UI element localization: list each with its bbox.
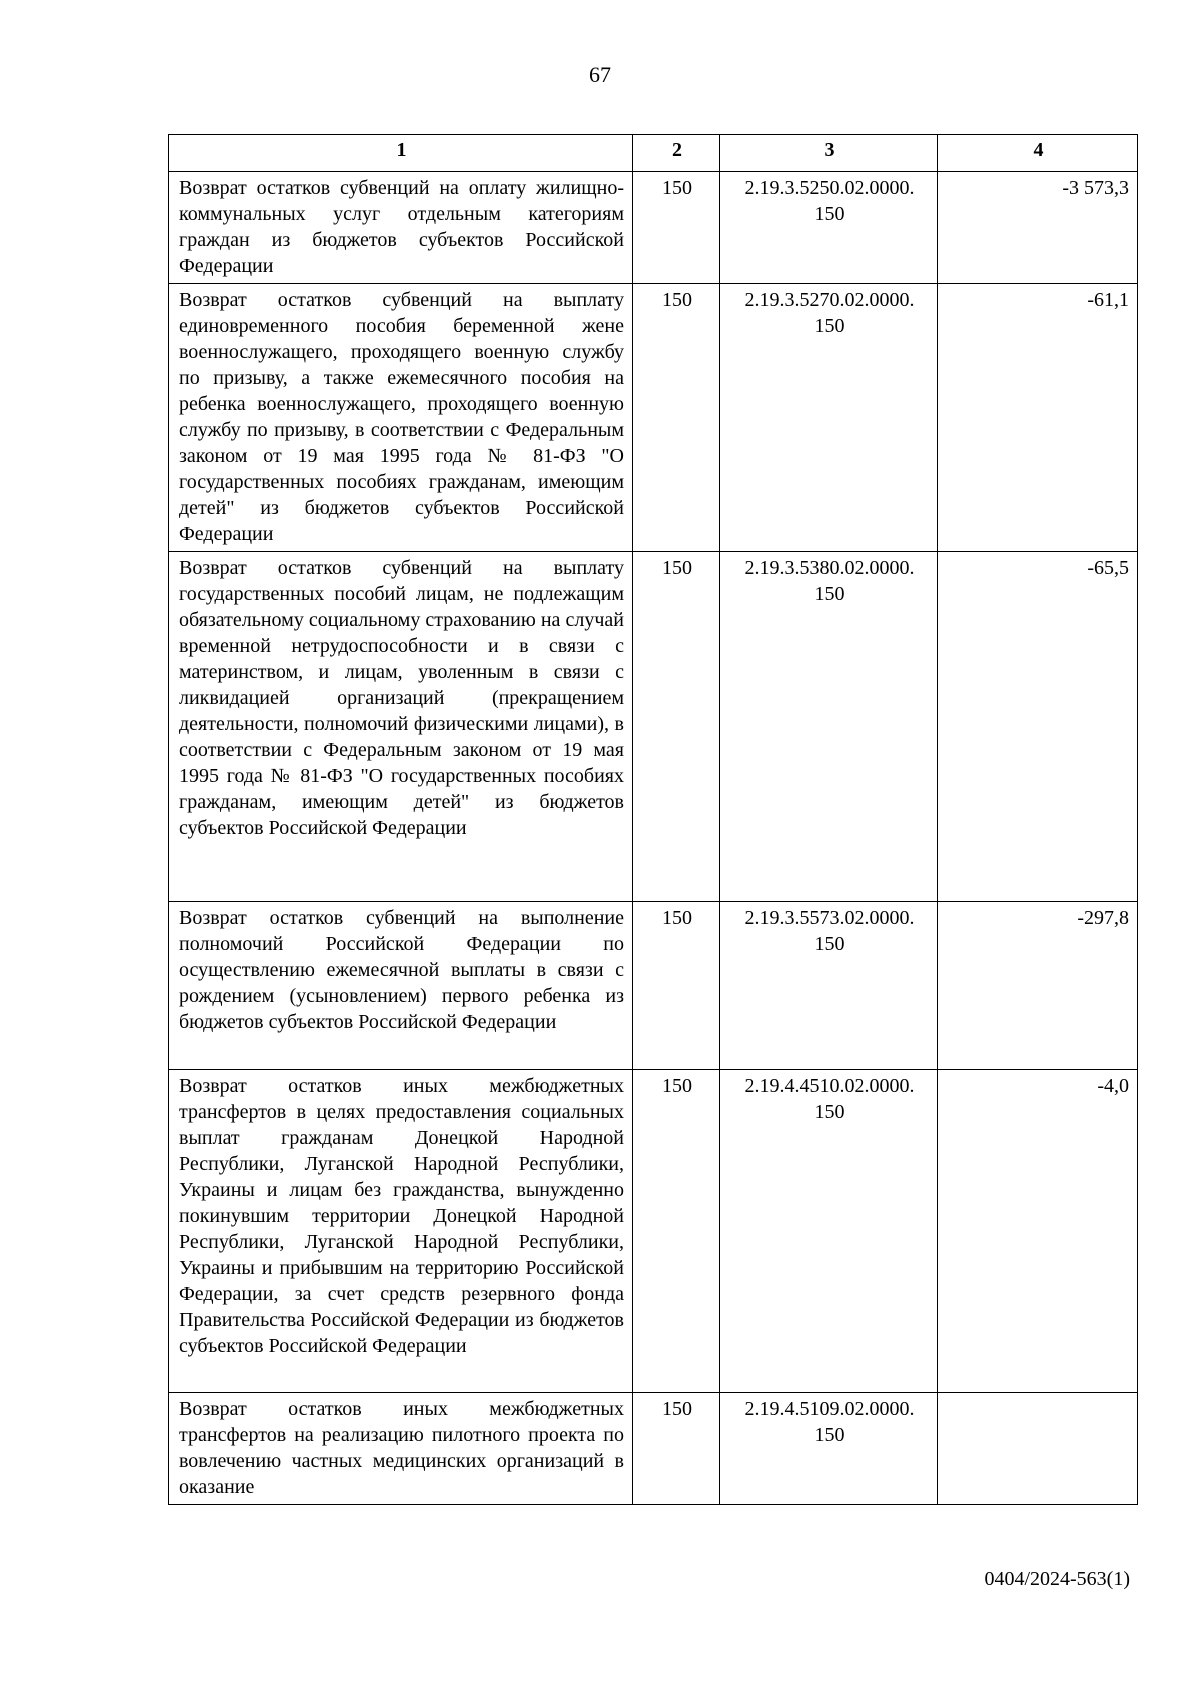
row-name: Возврат остатков субвенций на выплату государственных пособий лицам, не подлежащим обязательному социальному страхованию на случай временной нетрудоспособности и в связи с материнством, и лицам, уволенным в связи с ликвидацией организаций (прекращением деятельности, полномочий физическими лицами), в соответствии с Федеральным законом от 19 мая 1995 года № 81-ФЗ "О государственных пособиях гражданам, имеющим детей" из бюджетов субъектов Российской Федерации	[169, 552, 633, 902]
row-name: Возврат остатков субвенций на выполнение полномочий Российской Федерации по осуществлению ежемесячной выплаты в связи с рождением (усыновлением) первого ребенка из бюджетов субъектов Российской Федерации	[169, 902, 633, 1070]
row-name: Возврат остатков иных межбюджетных трансфертов на реализацию пилотного проекта по вовлечению частных медицинских организаций в оказание	[169, 1393, 633, 1505]
table-row	[169, 172, 1138, 284]
page-number: 67	[589, 62, 611, 87]
row-classification-code	[720, 1393, 938, 1505]
table-row	[169, 552, 1138, 902]
header-col-3: 3	[720, 135, 938, 172]
row-classification-code	[720, 1070, 938, 1393]
row-classification-code-text: 2.19.3.5380.02.0000. 150	[744, 557, 915, 605]
row-admin-code: 150	[633, 284, 720, 552]
row-classification-code	[720, 552, 938, 902]
header-col-2: 2	[633, 135, 720, 172]
row-amount: -61,1	[938, 284, 1138, 552]
row-classification-code-text: 2.19.3.5573.02.0000. 150	[744, 907, 915, 955]
row-amount: -3 573,3	[938, 172, 1138, 284]
table-header-row	[169, 135, 1138, 172]
table-row	[169, 284, 1138, 552]
document-code: 0404/2024-563(1)	[984, 1568, 1130, 1590]
row-amount: -297,8	[938, 902, 1138, 1070]
row-classification-code-text: 2.19.4.5109.02.0000. 150	[744, 1398, 915, 1446]
table-row	[169, 902, 1138, 1070]
row-classification-code-text: 2.19.3.5270.02.0000. 150	[744, 289, 915, 337]
row-amount: -65,5	[938, 552, 1138, 902]
header-col-1: 1	[169, 135, 633, 172]
row-name: Возврат остатков субвенций на выплату единовременного пособия беременной жене военнослужащего, проходящего военную службу по призыву, а также ежемесячного пособия на ребенка военнослужащего, проходящего военную службу по призыву, в соответствии с Федеральным законом от 19 мая 1995 года № 81-ФЗ "О государственных пособиях гражданам, имеющим детей" из бюджетов субъектов Российской Федерации	[169, 284, 633, 552]
row-classification-code	[720, 284, 938, 552]
row-classification-code	[720, 172, 938, 284]
table-row	[169, 1070, 1138, 1393]
row-admin-code: 150	[633, 172, 720, 284]
header-col-4: 4	[938, 135, 1138, 172]
row-classification-code-text: 2.19.3.5250.02.0000. 150	[744, 177, 915, 225]
table-row	[169, 1393, 1138, 1505]
row-admin-code: 150	[633, 552, 720, 902]
row-amount: -4,0	[938, 1070, 1138, 1393]
row-admin-code: 150	[633, 902, 720, 1070]
row-classification-code	[720, 902, 938, 1070]
row-name: Возврат остатков субвенций на оплату жилищно-коммунальных услуг отдельным категориям граждан из бюджетов субъектов Российской Федерации	[169, 172, 633, 284]
budget-table	[168, 134, 1138, 1505]
row-admin-code: 150	[633, 1393, 720, 1505]
row-classification-code-text: 2.19.4.4510.02.0000. 150	[744, 1075, 915, 1123]
row-admin-code: 150	[633, 1070, 720, 1393]
row-amount	[938, 1393, 1138, 1505]
row-name: Возврат остатков иных межбюджетных трансфертов в целях предоставления социальных выплат гражданам Донецкой Народной Республики, Луганской Народной Республики, Украины и лицам без гражданства, вынужденно покинувшим территории Донецкой Народной Республики, Луганской Народной Республики, Украины и прибывшим на территорию Российской Федерации, за счет средств резервного фонда Правительства Российской Федерации из бюджетов субъектов Российской Федерации	[169, 1070, 633, 1393]
